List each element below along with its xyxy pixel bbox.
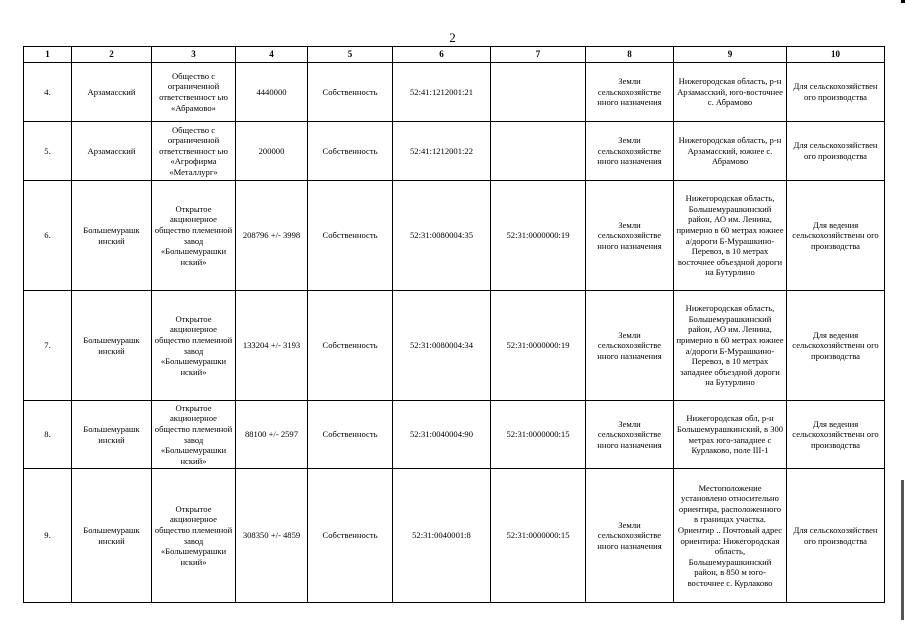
parent-cadastral-cell xyxy=(491,122,586,181)
column-header: 6 xyxy=(393,47,491,63)
owner-cell: Общество с ограниченной ответственност ью «Агрофирма «Металлург» xyxy=(152,122,236,181)
row-number: 5. xyxy=(24,122,72,181)
area-cell: 308350 +/- 4859 xyxy=(236,469,308,603)
table-row xyxy=(24,181,885,291)
cadastral-number-cell: 52:41:1212001:21 xyxy=(393,63,491,122)
area-cell: 208796 +/- 3998 xyxy=(236,181,308,291)
owner-cell: Открытое акционерное общество племенной завод «Большемурашки нский» xyxy=(152,401,236,469)
row-number: 4. xyxy=(24,63,72,122)
column-header: 1 xyxy=(24,47,72,63)
parent-cadastral-cell: 52:31:0000000:19 xyxy=(491,291,586,401)
area-cell: 133204 +/- 3193 xyxy=(236,291,308,401)
permitted-use-cell: Для ведения сельскохозяйственн ого производства xyxy=(787,291,885,401)
district-cell: Арзамасский xyxy=(72,63,152,122)
land-category-cell: Земли сельскохозяйстве нного назначения xyxy=(586,401,674,469)
district-cell: Большемурашк инский xyxy=(72,291,152,401)
cadastral-number-cell: 52:41:1212001:22 xyxy=(393,122,491,181)
table-row xyxy=(24,122,885,181)
table-row xyxy=(24,469,885,603)
owner-cell: Открытое акционерное общество племенной завод «Большемурашки нский» xyxy=(152,291,236,401)
table-row xyxy=(24,291,885,401)
right-type-cell: Собственность xyxy=(308,469,393,603)
right-type-cell: Собственность xyxy=(308,401,393,469)
row-number: 7. xyxy=(24,291,72,401)
right-type-cell: Собственность xyxy=(308,181,393,291)
area-cell: 88100 +/- 2597 xyxy=(236,401,308,469)
land-category-cell: Земли сельскохозяйстве нного назначения xyxy=(586,63,674,122)
right-type-cell: Собственность xyxy=(308,122,393,181)
permitted-use-cell: Для сельскохозяйствен ого производства xyxy=(787,469,885,603)
permitted-use-cell: Для сельскохозяйствен ого производства xyxy=(787,63,885,122)
parent-cadastral-cell: 52:31:0000000:19 xyxy=(491,181,586,291)
column-header: 8 xyxy=(586,47,674,63)
column-header: 4 xyxy=(236,47,308,63)
row-number: 6. xyxy=(24,181,72,291)
page-number: 2 xyxy=(449,30,456,45)
table-row xyxy=(24,63,885,122)
location-cell: Нижегородская область, Большемурашкинский район, АО им. Ленина, примерно в 60 метрах южнее а/дороги Б-Мурашкино-Перевоз, в 10 метрах западнее объездной дороги на Бутурлино xyxy=(674,291,787,401)
scan-mark xyxy=(901,0,905,3)
parent-cadastral-cell xyxy=(491,63,586,122)
column-header: 9 xyxy=(674,47,787,63)
cadastral-number-cell: 52:31:0080004:34 xyxy=(393,291,491,401)
right-type-cell: Собственность xyxy=(308,63,393,122)
land-category-cell: Земли сельскохозяйстве нного назначения xyxy=(586,291,674,401)
column-header: 5 xyxy=(308,47,393,63)
location-cell: Нижегородская область, р-н Арзамасский, юго-восточнее с. Абрамово xyxy=(674,63,787,122)
cadastral-number-cell: 52:31:0040001:8 xyxy=(393,469,491,603)
parent-cadastral-cell: 52:31:0000000:15 xyxy=(491,401,586,469)
cadastral-number-cell: 52:31:0080004:35 xyxy=(393,181,491,291)
column-header: 2 xyxy=(72,47,152,63)
column-numbers-row xyxy=(24,47,885,63)
district-cell: Большемурашк инский xyxy=(72,181,152,291)
district-cell: Большемурашк инский xyxy=(72,469,152,603)
location-cell: Нижегородская обл, р-н Большемурашкинский, в 300 метрах юго-западнее с Курлаково, поле III-1 xyxy=(674,401,787,469)
land-category-cell: Земли сельскохозяйстве нного назначения xyxy=(586,181,674,291)
permitted-use-cell: Для ведения сельскохозяйственн ого производства xyxy=(787,401,885,469)
row-number: 9. xyxy=(24,469,72,603)
permitted-use-cell: Для ведения сельскохозяйственн ого производства xyxy=(787,181,885,291)
permitted-use-cell: Для сельскохозяйствен ого производства xyxy=(787,122,885,181)
scan-edge-shadow xyxy=(901,480,904,620)
cadastral-number-cell: 52:31:0040004:90 xyxy=(393,401,491,469)
owner-cell: Открытое акционерное общество племенной завод «Большемурашки нский» xyxy=(152,469,236,603)
parent-cadastral-cell: 52:31:0000000:15 xyxy=(491,469,586,603)
column-header: 10 xyxy=(787,47,885,63)
owner-cell: Общество с ограниченной ответственност ью «Абрамово» xyxy=(152,63,236,122)
land-plots-table xyxy=(23,46,885,603)
land-category-cell: Земли сельскохозяйстве нного назначения xyxy=(586,469,674,603)
area-cell: 4440000 xyxy=(236,63,308,122)
district-cell: Большемурашк инский xyxy=(72,401,152,469)
location-cell: Нижегородская область, Большемурашкинский район, АО им. Ленина, примерно в 60 метрах южнее а/дороги Б-Мурашкино-Перевоз, в 10 метрах восточнее объездной дороги на Бутурлино xyxy=(674,181,787,291)
table-row xyxy=(24,401,885,469)
location-cell: Местоположение установлено относительно ориентира, расположенного в границах участка. Ориентир .. Почтовый адрес ориентира: Нижегородская область, Большемурашкинский район, в 850 м юго-восточнее с. Курлаково xyxy=(674,469,787,603)
column-header: 3 xyxy=(152,47,236,63)
row-number: 8. xyxy=(24,401,72,469)
district-cell: Арзамасский xyxy=(72,122,152,181)
column-header: 7 xyxy=(491,47,586,63)
area-cell: 200000 xyxy=(236,122,308,181)
land-category-cell: Земли сельскохозяйстве нного назначения xyxy=(586,122,674,181)
owner-cell: Открытое акционерное общество племенной завод «Большемурашки нский» xyxy=(152,181,236,291)
location-cell: Нижегородская область, р-н Арзамасский, южнее с. Абрамово xyxy=(674,122,787,181)
right-type-cell: Собственность xyxy=(308,291,393,401)
